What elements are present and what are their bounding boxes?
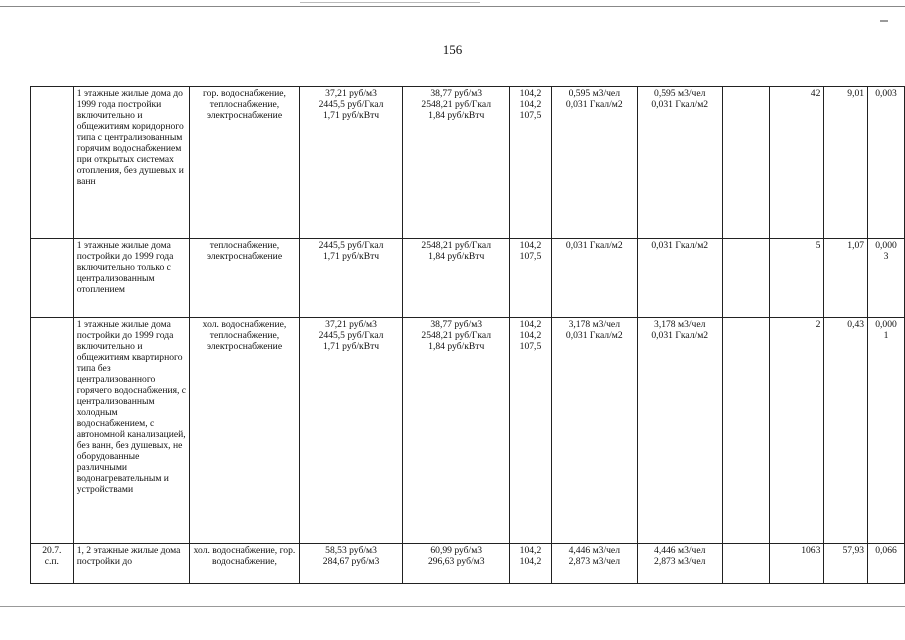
count-cell: 5	[769, 239, 823, 318]
table-row	[31, 87, 905, 239]
count-cell: 2	[769, 318, 823, 544]
scan-bottom-edge	[0, 606, 905, 607]
index-cell: 104,2 104,2 107,5	[510, 87, 552, 239]
norm-2-cell: 4,446 м3/чел 2,873 м3/чел	[637, 544, 722, 584]
norm-2-cell: 3,178 м3/чел 0,031 Гкал/м2	[637, 318, 722, 544]
row-number-cell	[31, 318, 74, 544]
row-number-cell	[31, 239, 74, 318]
page-number: 156	[442, 42, 463, 57]
tariff-2-cell: 60,99 руб/м3 296,63 руб/м3	[403, 544, 510, 584]
share-cell: 0,003	[868, 87, 905, 239]
scan-top-edge	[0, 6, 905, 7]
table-row	[31, 544, 905, 584]
table-row	[31, 318, 905, 544]
blank-cell	[722, 318, 769, 544]
tariff-1-cell: 37,21 руб/м3 2445,5 руб/Гкал 1,71 руб/кВтч	[299, 87, 403, 239]
services-cell: гор. водоснабжение, теплоснабжение, электроснабжение	[190, 87, 299, 239]
tariff-table	[30, 86, 905, 584]
count-cell: 42	[769, 87, 823, 239]
tariff-1-cell: 58,53 руб/м3 284,67 руб/м3	[299, 544, 403, 584]
share-cell: 0,000 1	[868, 318, 905, 544]
index-cell: 104,2 104,2	[510, 544, 552, 584]
blank-cell	[722, 239, 769, 318]
services-cell: теплоснабжение, электроснабжение	[190, 239, 299, 318]
description-cell: 1, 2 этажные жилые дома постройки до	[73, 544, 190, 584]
description-cell: 1 этажные жилые дома постройки до 1999 года включительно только с централизованным отоплением	[73, 239, 190, 318]
norm-1-cell: 3,178 м3/чел 0,031 Гкал/м2	[551, 318, 637, 544]
table-body	[31, 87, 905, 584]
row-number-cell	[31, 87, 74, 239]
norm-2-cell: 0,595 м3/чел 0,031 Гкал/м2	[637, 87, 722, 239]
share-cell: 0,000 3	[868, 239, 905, 318]
tariff-1-cell: 37,21 руб/м3 2445,5 руб/Гкал 1,71 руб/кВтч	[299, 318, 403, 544]
norm-1-cell: 0,031 Гкал/м2	[551, 239, 637, 318]
row-number-cell: 20.7. с.п.	[31, 544, 74, 584]
description-cell: 1 этажные жилые дома до 1999 года постройки включительно и общежитиям коридорного типа с централизованным горячим водоснабжением при открытых системах отопления, без душевых и ванн	[73, 87, 190, 239]
tariff-2-cell: 2548,21 руб/Гкал 1,84 руб/кВтч	[403, 239, 510, 318]
tariff-2-cell: 38,77 руб/м3 2548,21 руб/Гкал 1,84 руб/кВтч	[403, 87, 510, 239]
count-cell: 1063	[769, 544, 823, 584]
blank-cell	[722, 544, 769, 584]
value-cell: 1,07	[824, 239, 868, 318]
services-cell: хол. водоснабжение, гор. водоснабжение,	[190, 544, 299, 584]
norm-1-cell: 0,595 м3/чел 0,031 Гкал/м2	[551, 87, 637, 239]
scan-noise	[300, 2, 480, 3]
scan-noise	[880, 20, 888, 22]
services-cell: хол. водоснабжение, теплоснабжение, электроснабжение	[190, 318, 299, 544]
blank-cell	[722, 87, 769, 239]
tariff-2-cell: 38,77 руб/м3 2548,21 руб/Гкал 1,84 руб/кВтч	[403, 318, 510, 544]
table-row	[31, 239, 905, 318]
tariff-1-cell: 2445,5 руб/Гкал 1,71 руб/кВтч	[299, 239, 403, 318]
index-cell: 104,2 104,2 107,5	[510, 318, 552, 544]
value-cell: 0,43	[824, 318, 868, 544]
description-cell: 1 этажные жилые дома постройки до 1999 года включительно и общежитиям квартирного типа без централизованного горячего водоснабжения, с централизованным холодным водоснабжением, с автономной канализацией, без ванн, без душевых, не оборудованные различными водонагревательным и устройствами	[73, 318, 190, 544]
norm-1-cell: 4,446 м3/чел 2,873 м3/чел	[551, 544, 637, 584]
index-cell: 104,2 107,5	[510, 239, 552, 318]
value-cell: 57,93	[824, 544, 868, 584]
value-cell: 9,01	[824, 87, 868, 239]
norm-2-cell: 0,031 Гкал/м2	[637, 239, 722, 318]
share-cell: 0,066	[868, 544, 905, 584]
